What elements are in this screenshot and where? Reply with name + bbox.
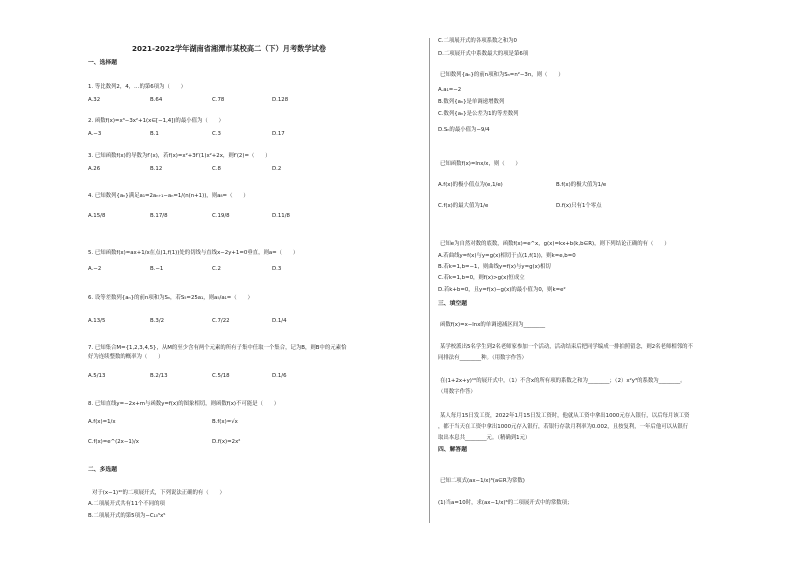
q3-option-c: C.8 bbox=[212, 166, 221, 172]
q7-option-d: D.1/6 bbox=[272, 373, 287, 379]
q5-option-b: B.−1 bbox=[150, 266, 164, 272]
q2-option-c: C.3 bbox=[212, 131, 221, 137]
section-single-choice: 一、选择题 bbox=[88, 60, 117, 66]
q4-stem: 4. 已知数列{aₙ}满足a₁=2aₙ₊₁−aₙ=1/(n(n+1))，则a₈=（ ） bbox=[88, 193, 249, 199]
q6-option-a: A.13/5 bbox=[88, 318, 106, 324]
q1-option-b: B.64 bbox=[150, 97, 163, 103]
q12-option-a: A.若曲线y=f(x)与y=g(x)相切于点(1,f(1))，则k=e,b=0 bbox=[438, 253, 576, 259]
q8-option-a: A.f(x)=1/x bbox=[88, 419, 116, 425]
q16-line3: 取出本息共________元。（精确到1元） bbox=[438, 435, 531, 441]
q9-option-c: C.二项展开式的各项系数之和为0 bbox=[438, 38, 517, 44]
q11-option-a: A.f(x)的极小值点为(e,1/e) bbox=[438, 182, 503, 188]
q12-option-d: D.若k+b=0，且y=f(x)−g(x)的最小值为0，则k=e² bbox=[438, 287, 566, 293]
q10-stem: 已知数列{aₙ}的前n项和为Sₙ=n²−3n，则（ ） bbox=[440, 72, 564, 78]
q2-option-d: D.17 bbox=[272, 131, 285, 137]
q15-line2: （用数字作答） bbox=[438, 389, 476, 395]
q17-part1: (1)当a=10时，求(ax−1/x)⁶的二项展开式中的常数项； bbox=[438, 500, 573, 506]
q13-text: 函数f(x)=x−lnx的单调递减区间为________ bbox=[440, 322, 546, 328]
q3-option-d: D.2 bbox=[272, 166, 282, 172]
q9-option-d: D.二项展开式中系数最大的项是第6项 bbox=[438, 51, 529, 57]
q3-option-b: B.12 bbox=[150, 166, 163, 172]
q5-option-a: A.−2 bbox=[88, 266, 102, 272]
q2-option-a: A.−3 bbox=[88, 131, 102, 137]
q12-option-b: B.若k=1,b=−1，则曲线y=f(x)与y=g(x)相切 bbox=[438, 264, 551, 270]
q9-stem: 对于(x−1)¹⁰的二项展开式，下列说法正确的有（ ） bbox=[92, 490, 225, 496]
q11-option-d: D.f(x)只有1个零点 bbox=[556, 203, 602, 209]
q14-line2: 同排法有________种。（用数字作答） bbox=[438, 355, 527, 361]
q16-line2: ，都于当天在工资中拿出1000元存入银行，若银行存款月利率为0.002，且按复利，一年后他可以从银行 bbox=[438, 424, 689, 430]
q4-option-b: B.17/8 bbox=[150, 213, 168, 219]
q6-option-d: D.1/4 bbox=[272, 318, 287, 324]
q8-option-c: C.f(x)=e^(2x−1)/x bbox=[88, 439, 139, 445]
q10-option-a: A.a₁=−2 bbox=[438, 87, 462, 93]
q5-stem: 5. 已知函数f(x)=ax+1/x在点(1,f(1))处的切线与直线x−2y+1=0垂直，则a=（ ） bbox=[88, 250, 299, 256]
q15-line1: 在(1+2x+y)¹⁰的展开式中，（1）不含x的所有项的系数之和为________；（2）x²y³的系数为________。 bbox=[440, 378, 686, 384]
q6-option-b: B.3/2 bbox=[150, 318, 165, 324]
q2-option-b: B.1 bbox=[150, 131, 159, 137]
q11-option-c: C.f(x)的最大值为1/e bbox=[438, 203, 489, 209]
q3-option-a: A.26 bbox=[88, 166, 101, 172]
exam-title: 2021-2022学年湖南省湘潭市某校高二（下）月考数学试卷 bbox=[132, 44, 326, 53]
q1-option-a: A.32 bbox=[88, 97, 101, 103]
q11-stem: 已知函数f(x)=lnx/x，则（ ） bbox=[440, 161, 521, 167]
right-column bbox=[430, 0, 794, 562]
q4-option-a: A.15/8 bbox=[88, 213, 106, 219]
q2-stem: 2. 函数f(x)=x³−3x²+1(x∈[−1,4])的最小值为（ ） bbox=[88, 118, 224, 124]
q8-stem: 8. 已知直线y=−2x+m与函数y=f(x)的图象相切，则函数f(x)不可能是（ ） bbox=[88, 401, 280, 407]
q7-option-a: A.5/13 bbox=[88, 373, 106, 379]
q17-stem: 已知二项式(ax−1/x)⁶(a∈R为常数) bbox=[440, 478, 525, 484]
q8-option-b: B.f(x)=√x bbox=[212, 419, 238, 425]
q10-option-c: C.数列{aₙ}是公差为1的等差数列 bbox=[438, 111, 519, 117]
q6-option-c: C.7/22 bbox=[212, 318, 230, 324]
q7-stem-line1: 7. 已知集合M={1,2,3,4,5}，从M的至少含有两个元素的所有子集中任取一个集合，记为B，则B中的元素恰 bbox=[88, 345, 347, 351]
q7-stem-line2: 好为连续整数的概率为（ ） bbox=[88, 354, 164, 360]
q9-option-a: A.二项展开式共有11个不同的项 bbox=[88, 501, 165, 507]
q9-option-b: B.二项展开式的第5项为−C₁₀⁵x⁵ bbox=[88, 513, 166, 519]
q12-option-c: C.若k=1,b=0，则f(x)>g(x)恒成立 bbox=[438, 275, 525, 281]
q4-option-c: C.19/8 bbox=[212, 213, 230, 219]
q4-option-d: D.11/8 bbox=[272, 213, 290, 219]
section-fill-blank: 三、填空题 bbox=[438, 301, 467, 307]
q5-option-c: C.2 bbox=[212, 266, 221, 272]
q1-option-c: C.78 bbox=[212, 97, 225, 103]
q7-option-c: C.5/18 bbox=[212, 373, 230, 379]
q16-line1: 某人每月15日发工资，2022年1月15日发工资时，他就从工资中拿出1000元存入银行，以后每月该工资 bbox=[440, 413, 690, 419]
section-answer: 四、解答题 bbox=[438, 447, 467, 453]
q14-line1: 某学校派出5名学生到2名老师家参加一个活动，活动结束后把同学编成一排拍照留念，则2名老师相邻的不 bbox=[440, 344, 693, 350]
q11-option-b: B.f(x)的极大值为1/e bbox=[556, 182, 607, 188]
section-multi-choice: 二、多选题 bbox=[88, 467, 117, 473]
q6-stem: 6. 设等差数列{aₙ}的前n项和为Sₙ，若S₅=25a₁，则a₅/a₁=（ ） bbox=[88, 295, 253, 301]
q3-stem: 3. 已知函数f(x)的导数为f′(x)，若f(x)=x²+3f′(1)x²+2x，则f′(2)=（ ） bbox=[88, 153, 271, 159]
q1-option-d: D.128 bbox=[272, 97, 289, 103]
q12-stem: 已知e为自然对数的底数，函数f(x)=e^x，g(x)=kx+b(k,b∈R)，则下列结论正确的有（ ） bbox=[440, 241, 670, 247]
q5-option-d: D.3 bbox=[272, 266, 282, 272]
q1-stem: 1. 等比数列2，4，…的第6项为（ ） bbox=[88, 84, 187, 90]
q10-option-d: D.Sₙ的最小值为−9/4 bbox=[438, 127, 490, 133]
q8-option-d: D.f(x)=2x² bbox=[212, 439, 241, 445]
q10-option-b: B.数列{aₙ}是单调递增数列 bbox=[438, 99, 505, 105]
q7-option-b: B.2/13 bbox=[150, 373, 168, 379]
